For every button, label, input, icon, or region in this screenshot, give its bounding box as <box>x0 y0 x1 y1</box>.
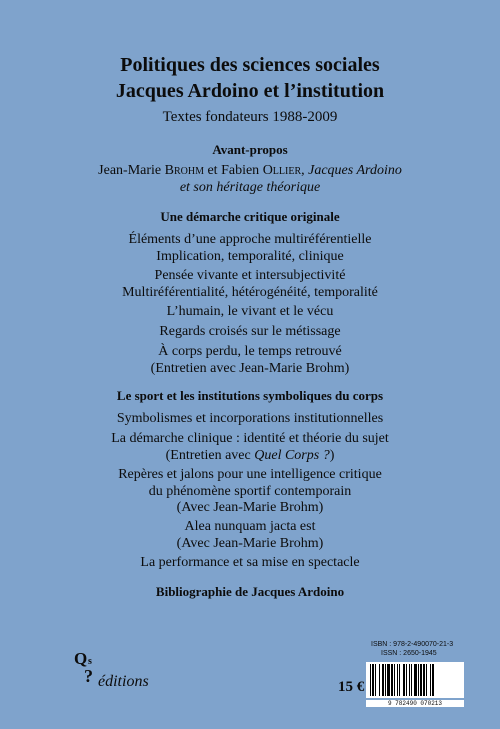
entry-line: Éléments d’une approche multiréférentielle <box>128 232 372 247</box>
barcode-bar <box>420 664 422 696</box>
barcode-bar <box>426 664 427 696</box>
section-2-entry-5: La performance et sa mise en spectacle <box>140 555 360 570</box>
entry-line: (Avec Jean-Marie Brohm) <box>176 535 324 551</box>
entry-line: La démarche clinique : identité et théorie du sujet <box>111 431 389 446</box>
section-1-entry-5 <box>0 344 500 377</box>
barcode-bar <box>406 664 407 696</box>
issn-text: ISSN : 2650-1945 <box>381 650 437 657</box>
barcode-bar <box>391 664 393 696</box>
entry-line: Repères et jalons pour une intelligence critique <box>118 467 382 482</box>
section-1-entry-4 <box>0 324 500 341</box>
avant-propos-entry <box>0 163 500 196</box>
entry-line: Implication, temporalité, clinique <box>156 248 344 264</box>
barcode-bar <box>423 664 425 696</box>
barcode-bar <box>432 664 434 696</box>
section-1-entry-2 <box>0 268 500 301</box>
entry-line: L’humain, le vivant et le vécu <box>166 304 334 319</box>
barcode-bar <box>375 664 376 696</box>
isbn-text: ISBN : 978-2-490070-21-3 <box>371 641 454 648</box>
section-2-entry-3 <box>0 467 500 517</box>
title-line-2: Jacques Ardoino et l’institution <box>115 80 385 102</box>
barcode-bar <box>411 664 412 696</box>
book-title <box>0 52 500 104</box>
barcode-bar <box>409 664 410 696</box>
barcode-bar <box>430 664 431 696</box>
entry-line: Regards croisés sur le métissage <box>159 324 341 339</box>
barcode-digits: 9 782490 070213 <box>366 700 464 707</box>
entry-line: (Avec Jean-Marie Brohm) <box>176 500 324 515</box>
logo-question-mark: ? <box>84 666 93 686</box>
section-1-entry-1 <box>0 232 500 265</box>
barcode-bar <box>403 664 405 696</box>
entry-line: (Entretien avec Jean-Marie Brohm) <box>150 360 350 376</box>
entry-line: (Entretien avec Quel Corps ?) <box>165 447 335 463</box>
title-line-1: Politiques des sciences sociales <box>120 54 380 76</box>
avant-propos-line-1: Jean-Marie Brohm et Fabien Ollier, Jacques Ardoino <box>98 163 402 178</box>
book-subtitle: Textes fondateurs 1988-2009 <box>162 109 338 125</box>
section-2-entry-2 <box>0 431 500 464</box>
barcode-bar <box>385 664 386 696</box>
barcode-bar <box>399 664 400 696</box>
barcode-bar <box>382 664 384 696</box>
barcode-bar <box>418 664 419 696</box>
section-1-entry-3 <box>0 304 500 321</box>
barcode-bar <box>394 664 395 696</box>
publisher-name: éditions <box>98 673 149 690</box>
barcode-bar <box>397 664 398 696</box>
bibliography-heading: Bibliographie de Jacques Ardoino <box>155 584 345 599</box>
barcode-bar <box>387 664 390 696</box>
logo-letter-s: s <box>88 656 92 667</box>
barcode <box>366 662 464 698</box>
avant-propos-line-2: et son héritage théorique <box>179 179 321 195</box>
section-2-entry-4 <box>0 519 500 552</box>
section-2-entry-1: Symbolismes et incorporations institutionnelles <box>116 411 384 426</box>
barcode-bar <box>370 664 371 696</box>
barcode-bar <box>414 664 417 696</box>
price: 15 € <box>338 679 365 695</box>
section-2-heading: Le sport et les institutions symboliques du corps <box>116 388 384 403</box>
entry-line: du phénomène sportif contemporain <box>148 483 352 499</box>
logo-letter-q: Q <box>74 649 88 668</box>
entry-line: À corps perdu, le temps retrouvé <box>158 344 342 359</box>
barcode-bar <box>379 664 380 696</box>
avant-propos-heading: Avant-propos <box>212 142 288 157</box>
entry-line: Pensée vivante et intersubjectivité <box>154 268 346 283</box>
section-1-heading: Une démarche critique originale <box>160 209 340 224</box>
barcode-bar <box>372 664 374 696</box>
entry-line: Multiréférentialité, hétérogénéité, temporalité <box>122 284 378 300</box>
entry-line: Alea nunquam jacta est <box>184 519 316 534</box>
